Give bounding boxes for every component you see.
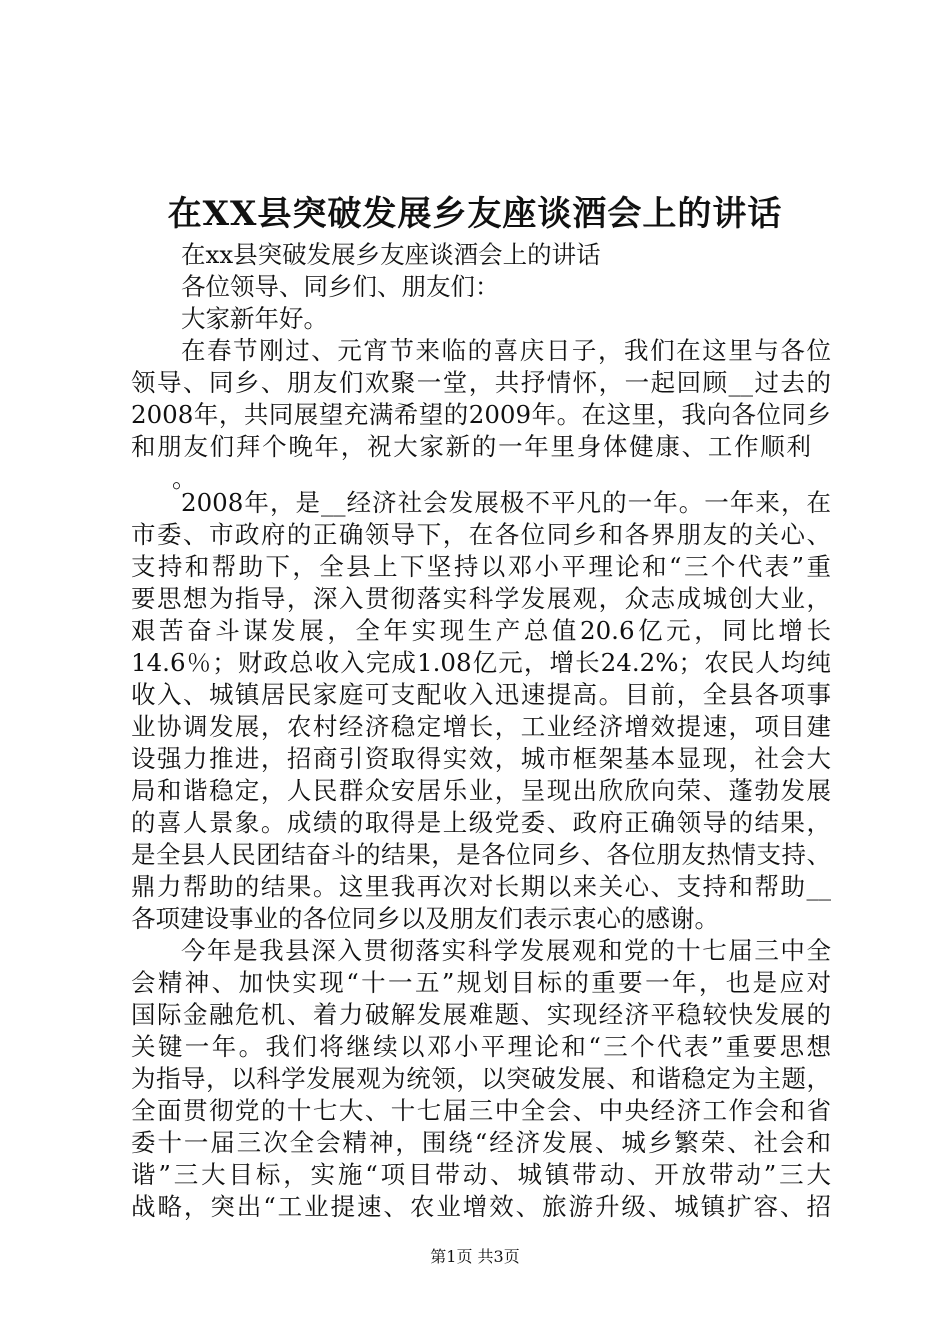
text-line: 支持和帮助下，全县上下坚持以邓小平理论和“三个代表”重 xyxy=(131,552,831,581)
text-line: 和朋友们拜个晚年，祝大家新的一年里身体健康、工作顺利 xyxy=(131,432,811,461)
text-line: 为指导，以科学发展观为统领，以突破发展、和谐稳定为主题， xyxy=(131,1064,831,1093)
text-line: 收入、城镇居民家庭可支配收入迅速提高。目前，全县各项事 xyxy=(131,680,831,709)
text-line: 各项建设事业的各位同乡以及朋友们表示衷心的感谢。 xyxy=(131,904,719,933)
text-line: 14.6％；财政总收入完成1.08亿元，增长24.2%；农民人均纯 xyxy=(131,648,831,677)
text-line: 在xx县突破发展乡友座谈酒会上的讲话 xyxy=(181,240,601,269)
text-line: 国际金融危机、着力破解发展难题、实现经济平稳较快发展的 xyxy=(131,1000,831,1029)
text-line: 是全县人民团结奋斗的结果，是各位同乡、各位朋友热情支持、 xyxy=(131,840,831,869)
text-line: 2008年，共同展望充满希望的2009年。在这里，我向各位同乡 xyxy=(131,400,831,429)
text-line: 局和谐稳定，人民群众安居乐业，呈现出欣欣向荣、蓬勃发展 xyxy=(131,776,831,805)
text-line: 谐”三大目标，实施“项目带动、城镇带动、开放带动”三大 xyxy=(131,1160,831,1189)
text-line: 各位领导、同乡们、朋友们： xyxy=(181,272,500,301)
text-line: 设强力推进，招商引资取得实效，城市框架基本显现，社会大 xyxy=(131,744,831,773)
page-footer: 第1页 共3页 xyxy=(430,1247,520,1266)
text-line: 全面贯彻党的十七大、十七届三中全会、中央经济工作会和省 xyxy=(131,1096,831,1125)
text-line: 业协调发展，农村经济稳定增长，工业经济增效提速，项目建 xyxy=(131,712,831,741)
text-line: 关键一年。我们将继续以邓小平理论和“三个代表”重要思想 xyxy=(131,1032,831,1061)
text-line: 在春节刚过、元宵节来临的喜庆日子，我们在这里与各位 xyxy=(181,336,831,365)
text-line: 今年是我县深入贯彻落实科学发展观和党的十七届三中全 xyxy=(181,936,831,965)
text-line: 。 xyxy=(172,464,197,493)
text-line: 艰苦奋斗谋发展，全年实现生产总值20.6亿元，同比增长 xyxy=(131,616,831,645)
text-line: 会精神、加快实现“十一五”规划目标的重要一年，也是应对 xyxy=(131,968,831,997)
text-line: 市委、市政府的正确领导下，在各位同乡和各界朋友的关心、 xyxy=(131,520,831,549)
text-line: 战略，突出“工业提速、农业增效、旅游升级、城镇扩容、招 xyxy=(131,1192,831,1221)
text-line: 领导、同乡、朋友们欢聚一堂，共抒情怀，一起回顾__过去的 xyxy=(131,368,831,397)
text-line: 委十一届三次全会精神，围绕“经济发展、城乡繁荣、社会和 xyxy=(131,1128,831,1157)
text-line: 鼎力帮助的结果。这里我再次对长期以来关心、支持和帮助__ xyxy=(131,872,831,901)
text-line: 2008年，是__经济社会发展极不平凡的一年。一年来，在 xyxy=(181,488,831,517)
text-line: 的喜人景象。成绩的取得是上级党委、政府正确领导的结果， xyxy=(131,808,831,837)
text-line: 大家新年好。 xyxy=(181,304,328,333)
text-line: 要思想为指导，深入贯彻落实科学发展观，众志成城创大业， xyxy=(131,584,831,613)
document-title: 在XX县突破发展乡友座谈酒会上的讲话 xyxy=(167,194,783,234)
